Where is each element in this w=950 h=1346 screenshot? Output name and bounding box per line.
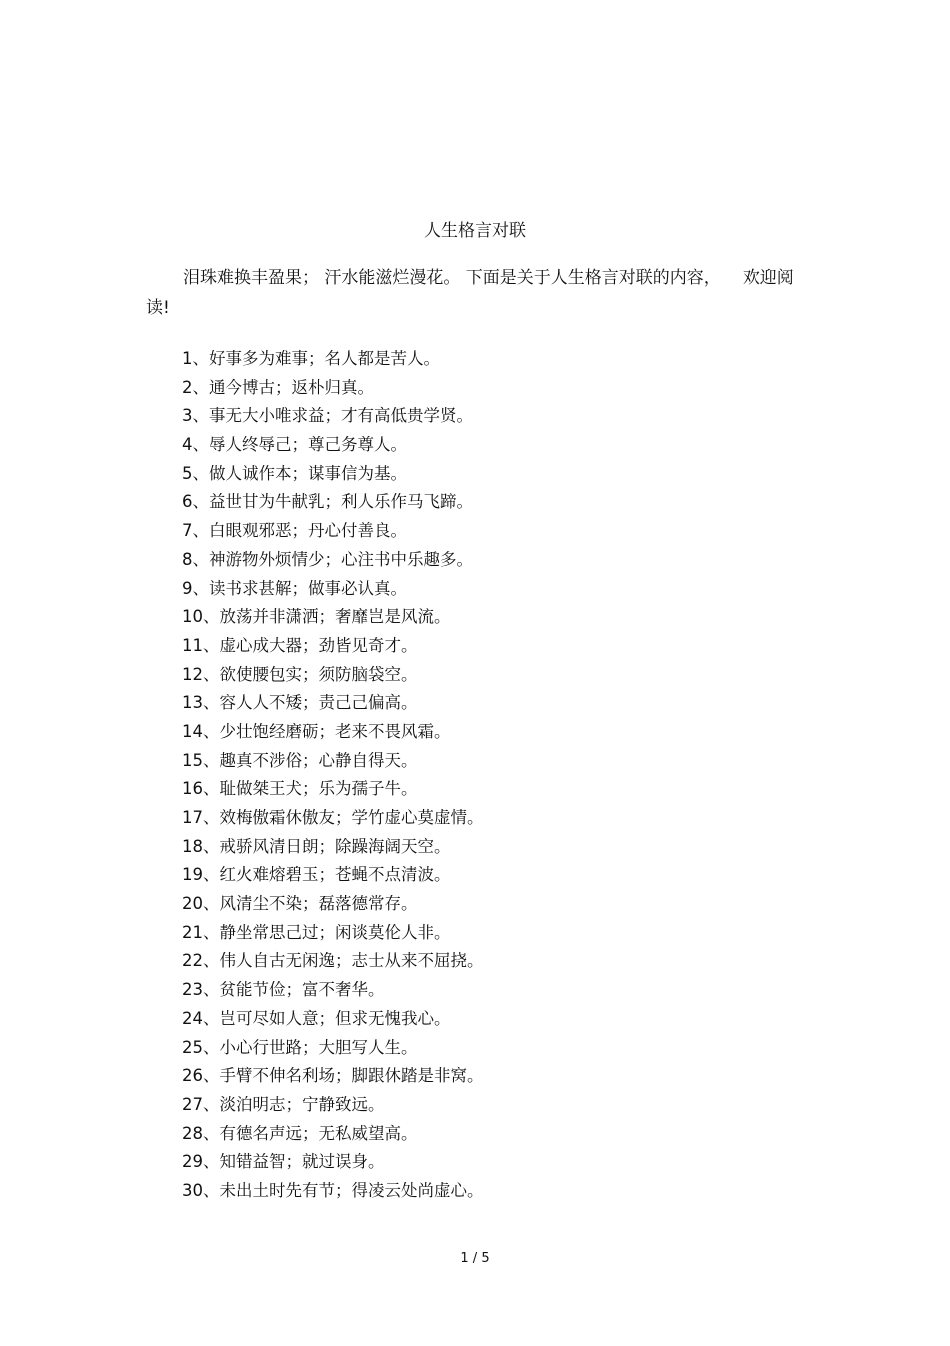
list-item: 29、知错益智；就过误身。 xyxy=(182,1152,385,1172)
list-item: 5、做人诚作本；谋事信为基。 xyxy=(182,463,407,483)
list-item: 24、岂可尽如人意；但求无愧我心。 xyxy=(182,1008,451,1028)
list-item: 20、风清尘不染；磊落德常存。 xyxy=(182,894,418,914)
list-item: 7、白眼观邪恶；丹心付善良。 xyxy=(182,521,407,541)
list-item: 27、淡泊明志；宁静致远。 xyxy=(182,1094,385,1114)
list-item: 28、有德名声远；无私威望高。 xyxy=(182,1123,418,1143)
list-item: 19、红火难熔碧玉；苍蝇不点清波。 xyxy=(182,865,451,885)
list-item: 11、虚心成大器；劲皆见奇才。 xyxy=(182,635,418,655)
list-item: 21、静坐常思己过；闲谈莫伦人非。 xyxy=(182,922,451,942)
list-item: 18、戒骄风清日朗；除躁海阔天空。 xyxy=(182,836,451,856)
page-number: 1 / 5 xyxy=(460,1251,490,1266)
intro-paragraph xyxy=(146,263,806,323)
list-item: 4、辱人终辱己；尊己务尊人。 xyxy=(182,435,407,455)
document-title: 人生格言对联 xyxy=(424,221,526,241)
list-item: 8、神游物外烦情少；心注书中乐趣多。 xyxy=(182,549,473,569)
couplet-list xyxy=(182,345,484,1206)
list-item: 3、事无大小唯求益；才有高低贵学贤。 xyxy=(182,406,473,426)
list-item: 23、贫能节俭；富不奢华。 xyxy=(182,980,385,1000)
list-item: 14、少壮饱经磨砺；老来不畏风霜。 xyxy=(182,721,451,741)
list-item: 6、益世甘为牛献乳；利人乐作马飞蹄。 xyxy=(182,492,473,512)
list-item: 13、容人人不矮；责己己偏高。 xyxy=(182,693,418,713)
list-item: 26、手臂不伸名利场；脚跟休踏是非窝。 xyxy=(182,1066,484,1086)
list-item: 16、耻做桀王犬；乐为孺子牛。 xyxy=(182,779,418,799)
list-item: 15、趣真不涉俗；心静自得天。 xyxy=(182,750,418,770)
intro-text-part2: 欢迎阅读! xyxy=(146,268,794,318)
list-item: 30、未出土时先有节；得凌云处尚虚心。 xyxy=(182,1180,484,1200)
list-item: 12、欲使腰包实；须防脑袋空。 xyxy=(182,664,418,684)
list-item: 1、好事多为难事；名人都是苦人。 xyxy=(182,349,440,368)
list-item: 22、伟人自古无闲逸；志士从来不屈挠。 xyxy=(182,951,484,971)
list-item: 17、效梅傲霜休傲友；学竹虚心莫虚情。 xyxy=(182,808,484,827)
intro-text-part1: 泪珠难换丰盈果； 汗水能滋烂漫花。 下面是关于人生格言对联的内容， xyxy=(183,268,721,288)
list-item: 9、读书求甚解；做事必认真。 xyxy=(182,578,407,598)
list-item: 25、小心行世路；大胆写人生。 xyxy=(182,1037,418,1057)
list-item: 2、通今博古；返朴归真。 xyxy=(182,377,374,397)
list-item: 10、放荡并非潇洒；奢靡岂是风流。 xyxy=(182,607,451,627)
